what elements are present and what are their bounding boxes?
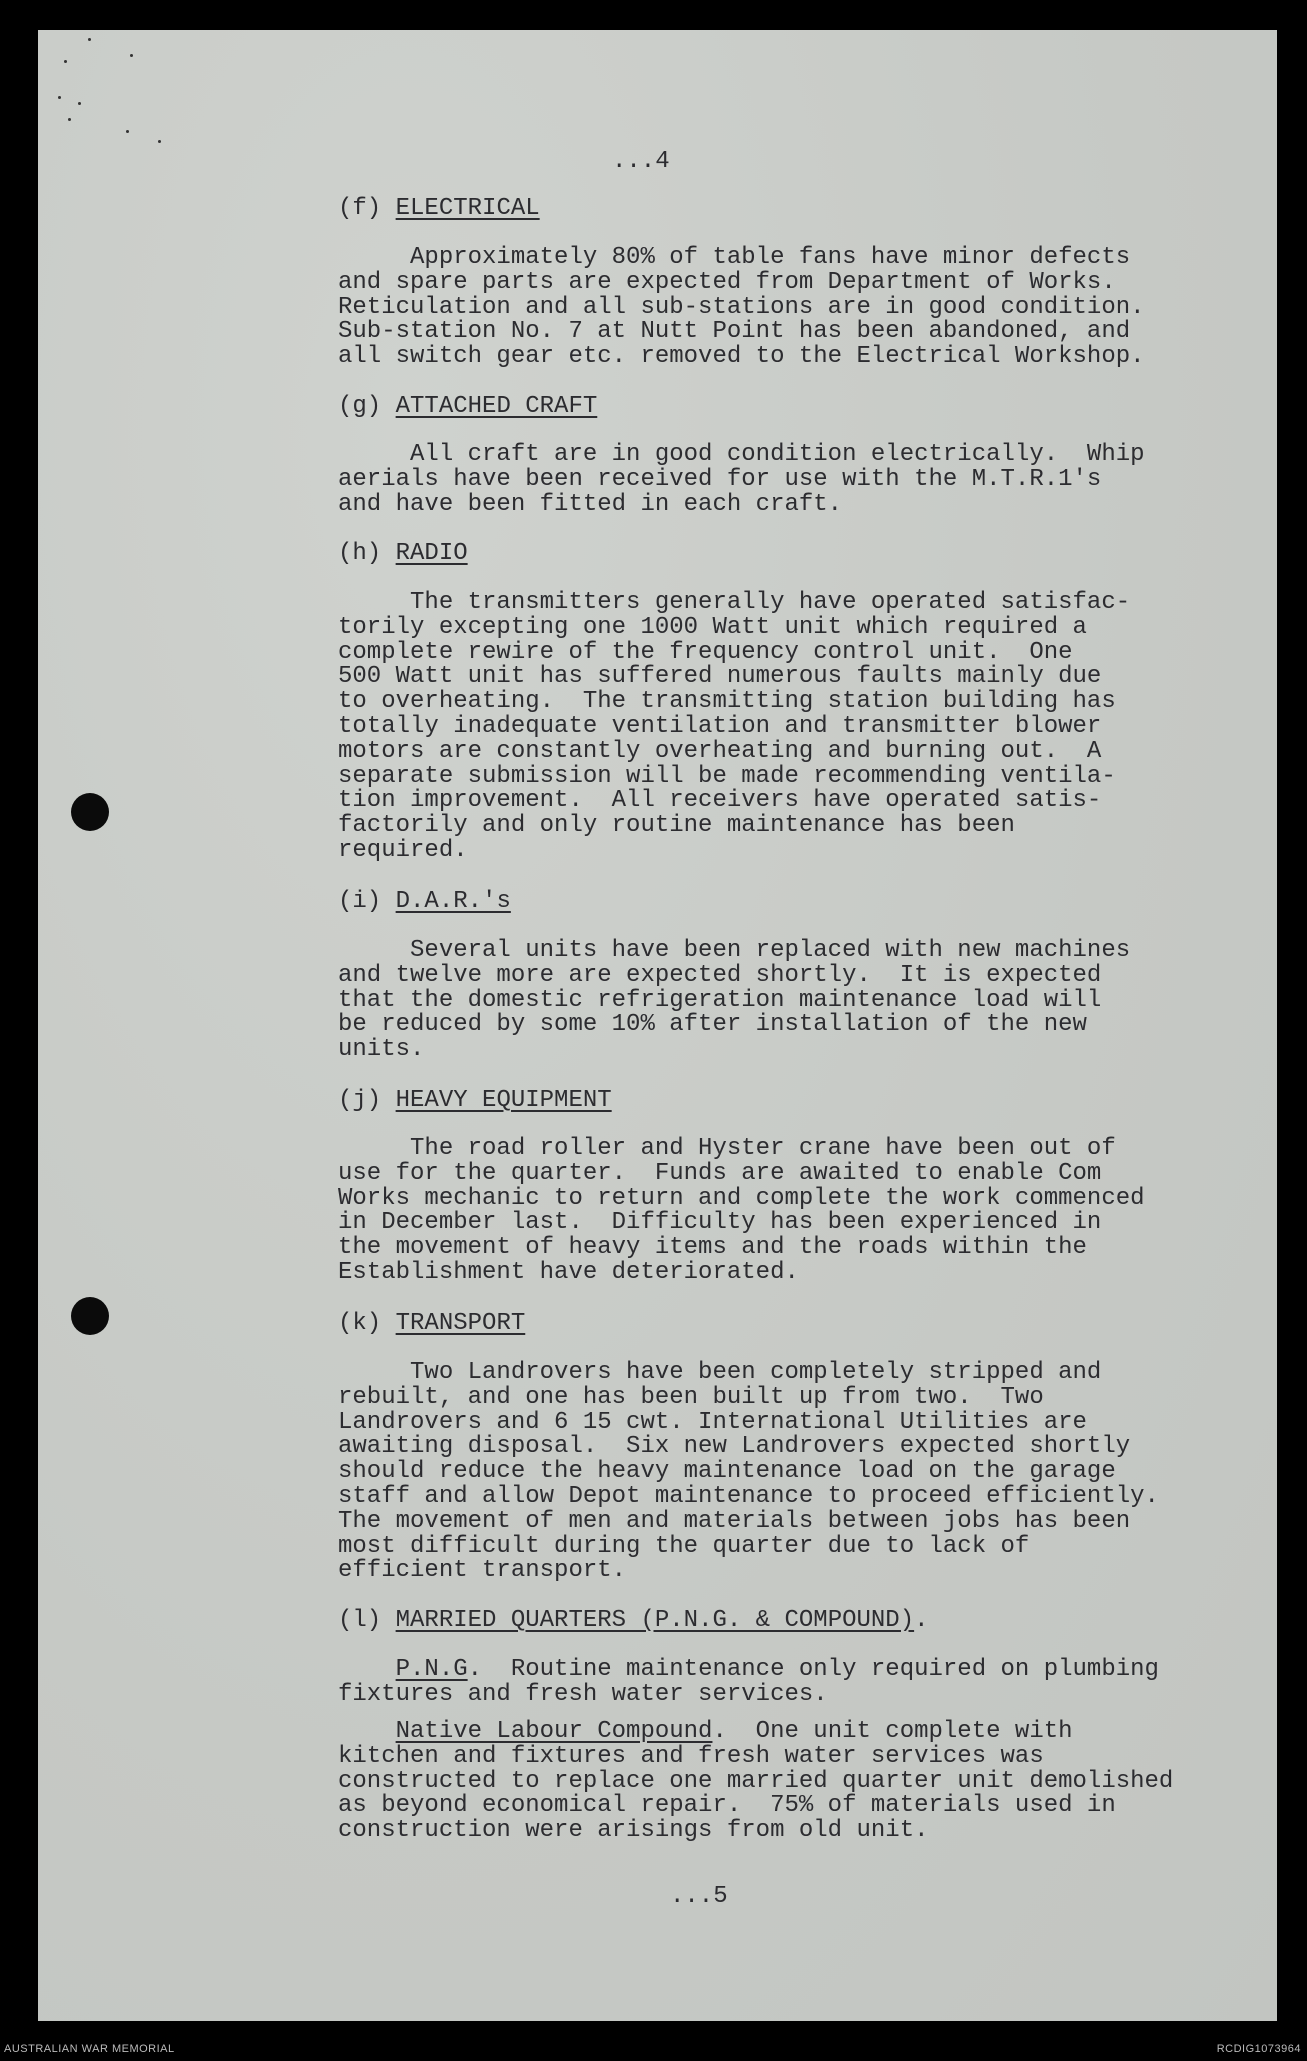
section-body-attached-craft: All craft are in good condition electrically. Whip aerials have been received for use with the M.T.R.1's and have been fitted in each craft. [338, 441, 1145, 518]
compound-label: Native Labour Compound [395, 1718, 713, 1745]
png-text: . Routine maintenance only required on plumbing fixtures and fresh water services. [338, 1656, 1159, 1708]
section-label: (j) [338, 1087, 382, 1114]
paper-speck [78, 102, 81, 105]
section-title: ATTACHED CRAFT [395, 393, 598, 420]
section-heading-heavy-equipment [338, 1087, 612, 1114]
section-body-heavy-equipment: The road roller and Hyster crane have been out of use for the quarter. Funds are awaited to enable Com Works mechanic to return and complete the work commenced in December last. Difficulty has been experienced in the movement of heavy items and the roads within the Establishment have deteriorated. [338, 1135, 1145, 1286]
section-label: (l) [338, 1607, 382, 1634]
section-heading-attached-craft [338, 393, 597, 420]
section-title: MARRIED QUARTERS (P.N.G. & COMPOUND) [395, 1607, 915, 1634]
paper-speck [68, 118, 71, 121]
section-title: ELECTRICAL [395, 195, 540, 222]
section-label: (g) [338, 393, 382, 420]
section-title: TRANSPORT [395, 1310, 526, 1337]
section-title: RADIO [395, 540, 468, 567]
footer-archive-name: AUSTRALIAN WAR MEMORIAL [4, 2043, 175, 2055]
section-heading-transport [338, 1310, 525, 1337]
section-heading-radio [338, 540, 468, 567]
section-body-radio: The transmitters generally have operated satisfac- torily excepting one 1000 Watt unit which required a complete rewire of the frequency control unit. One 500 Watt unit has suffered numerous faults mainly due to overheating. The transmitting station building has totally inadequate ventilation and transmitter blower motors are constantly overheating and burning out. A separate submission will be made recommending ventila- tion improvement. All receivers have operated satis- factorily and only routine maintenance has been required. [338, 589, 1131, 864]
section-heading-electrical [338, 195, 540, 222]
compound-paragraph [338, 1720, 1238, 1844]
section-label: (h) [338, 540, 382, 567]
punch-hole [71, 1297, 109, 1335]
paper-speck [130, 54, 133, 57]
section-label: (i) [338, 888, 382, 915]
section-heading-married-quarters [338, 1607, 929, 1634]
bottom-page-reference: ...5 [670, 1883, 728, 1910]
paper-speck [88, 38, 91, 41]
png-label: P.N.G [395, 1656, 468, 1683]
footer-record-id: RCDIG1073964 [1216, 2043, 1301, 2055]
paper-speck [64, 60, 67, 63]
section-title-suffix: . [914, 1607, 929, 1634]
png-paragraph [338, 1658, 1238, 1708]
section-body-dars: Several units have been replaced with new machines and twelve more are expected shortly. It is expected that the domestic refrigeration maintenance load will be reduced by some 10% after installation of the new units. [338, 937, 1131, 1064]
section-title: HEAVY EQUIPMENT [395, 1087, 612, 1114]
section-label: (k) [338, 1310, 382, 1337]
section-label: (f) [338, 195, 382, 222]
section-body-electrical: Approximately 80% of table fans have minor defects and spare parts are expected from Department of Works. Reticulation and all sub-stations are in good condition. Sub-station No. 7 at Nutt Point has been abandoned, and all switch gear etc. removed to the Electrical Workshop. [338, 244, 1145, 371]
compound-text: . One unit complete with kitchen and fixtures and fresh water services was constructed to replace one married quarter unit demolished as beyond economical repair. 75% of materials used in construction were arisings from old unit. [338, 1718, 1174, 1845]
paper-speck [158, 140, 161, 143]
section-body-transport: Two Landrovers have been completely stripped and rebuilt, and one has been built up from two. Two Landrovers and 6 15 cwt. International Utilities are awaiting disposal. Six new Landrovers expected shortly should reduce the heavy maintenance load on the garage staff and allow Depot maintenance to proceed efficiently. The movement of men and materials between jobs has been most difficult during the quarter due to lack of efficient transport. [338, 1359, 1159, 1585]
paper-speck [126, 130, 129, 133]
paper-speck [58, 96, 61, 99]
section-title: D.A.R.'s [395, 888, 511, 915]
punch-hole [71, 793, 109, 831]
top-page-reference: ...4 [612, 148, 670, 175]
section-heading-dars [338, 888, 511, 915]
